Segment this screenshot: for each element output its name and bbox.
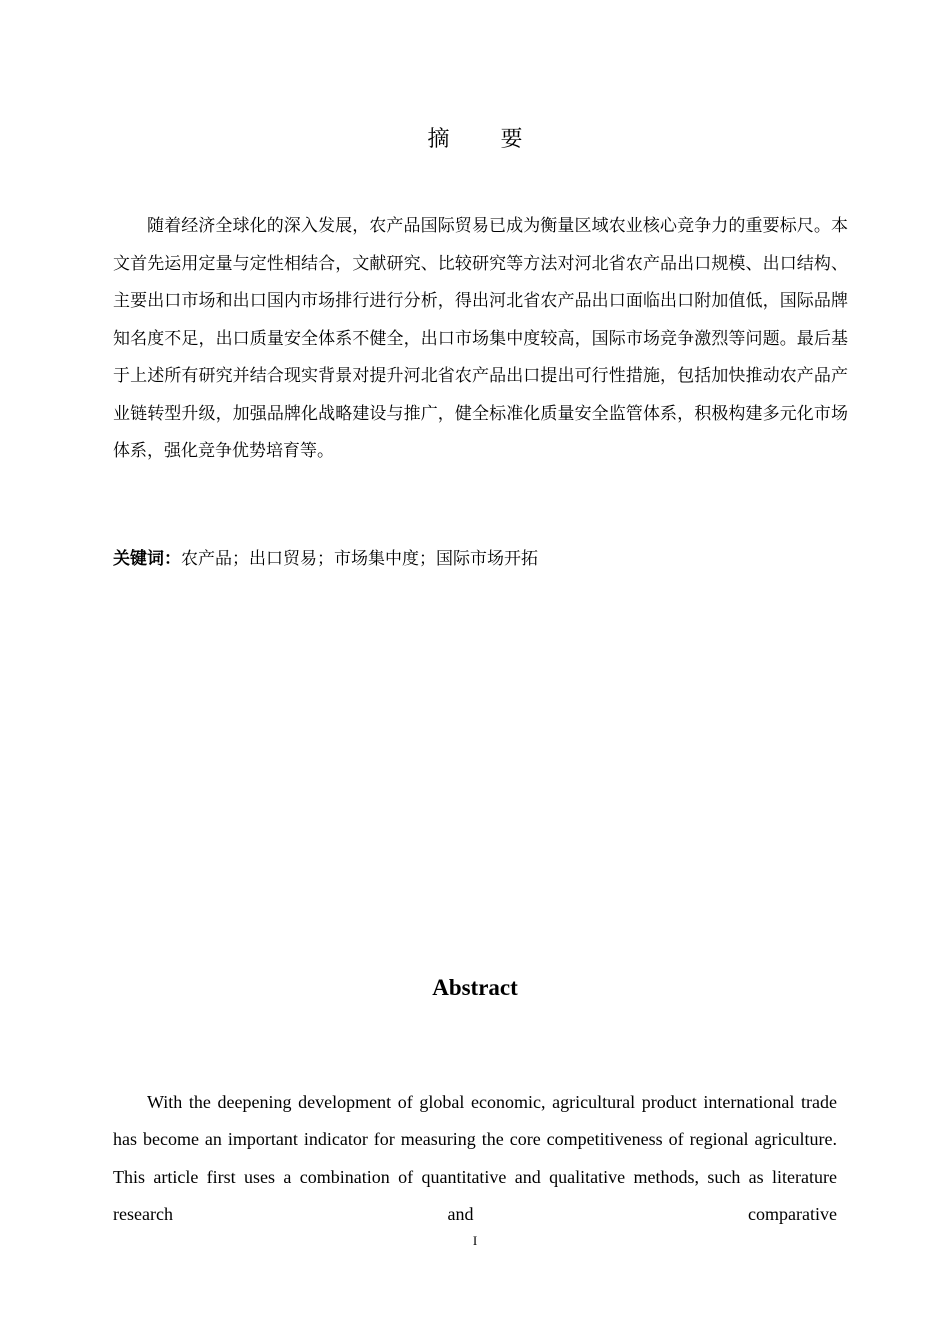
chinese-abstract-title: 摘 要 xyxy=(427,127,545,152)
keywords-line xyxy=(113,541,848,578)
english-abstract-title: Abstract xyxy=(432,975,518,1000)
chinese-abstract-body: 随着经济全球化的深入发展，农产品国际贸易已成为衡量区域农业核心竞争力的重要标尺。本文首先运用定量与定性相结合，文献研究、比较研究等方法对河北省农产品出口规模、出口结构、主要出口市场和出口国内市场排行进行分析，得出河北省农产品出口面临出口附加值低，国际品牌知名度不足，出口质量安全体系不健全，出口市场集中度较高，国际市场竞争激烈等问题。最后基于上述所有研究并结合现实背景对提升河北省农产品出口提出可行性措施，包括加快推动农产品产业链转型升级，加强品牌化战略建设与推广，健全标准化质量安全监管体系，积极构建多元化市场体系，强化竞争优势培育等。 xyxy=(113,216,848,461)
keywords-text: 农产品；出口贸易；市场集中度；国际市场开拓 xyxy=(181,549,538,569)
keywords-label: 关键词： xyxy=(113,549,181,569)
english-abstract-text: With the deepening development of global economic, agricultural product international trade has become an important indicator for measuring the core competitiveness of regional agriculture. This article first uses a combination of quantitative and qualitative methods, such as literature research and comparative xyxy=(113,1092,837,1225)
page-number: I xyxy=(472,1233,478,1248)
